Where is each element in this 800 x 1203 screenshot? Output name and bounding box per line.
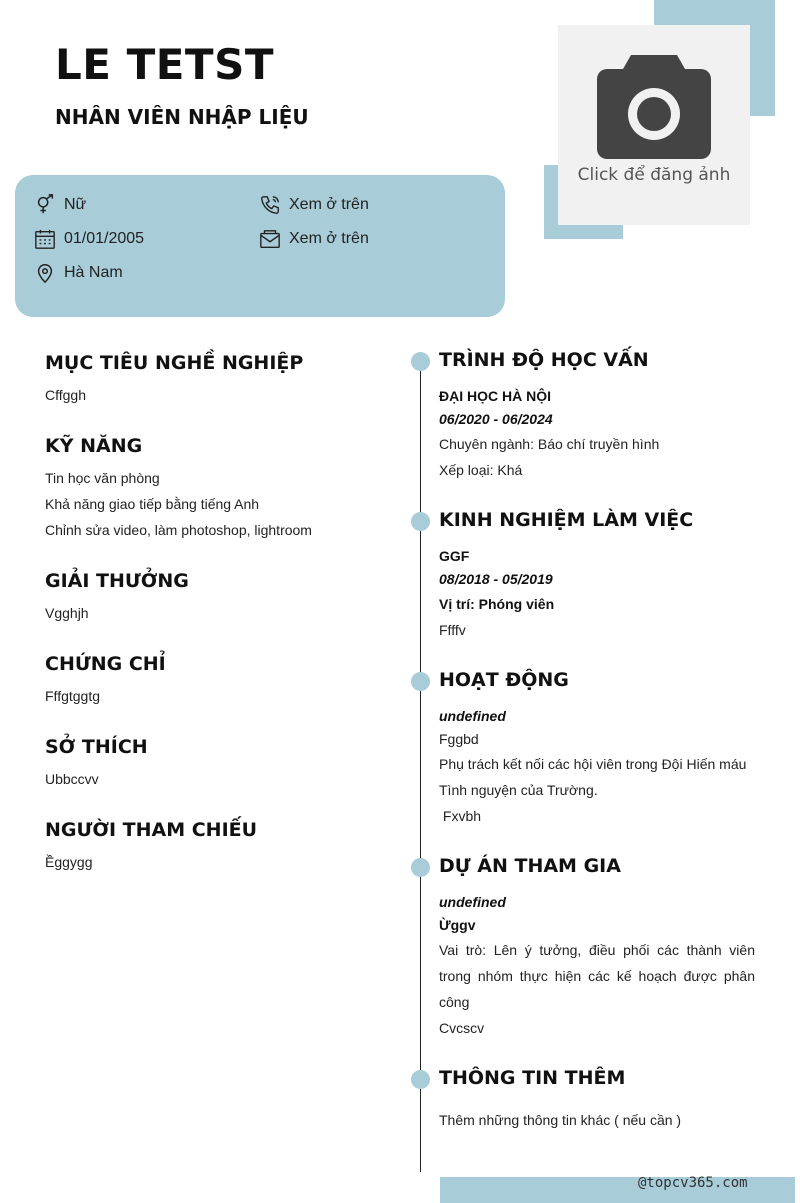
experience-company: GGF bbox=[439, 548, 470, 564]
projects-role: Vai trò: Lên ý tưởng, điều phối các thành viên trong nhóm thực hiện các kế hoạch được phân công bbox=[439, 942, 755, 1010]
projects-period: undefined bbox=[439, 894, 506, 910]
additional-title: THÔNG TIN THÊM bbox=[439, 1067, 626, 1089]
job-position: NHÂN VIÊN NHẬP LIỆU bbox=[55, 105, 309, 129]
address-value: Hà Nam bbox=[64, 264, 123, 281]
timeline-dot bbox=[411, 1070, 430, 1089]
activities-period: undefined bbox=[439, 708, 506, 724]
experience-role: Vị trí: Phóng viên bbox=[439, 596, 555, 612]
section-education bbox=[439, 349, 755, 483]
camera-icon bbox=[597, 55, 711, 159]
section-hobbies bbox=[45, 736, 385, 792]
experience-period: 08/2018 - 05/2019 bbox=[439, 571, 553, 587]
references-text: Ềggygg bbox=[45, 854, 93, 870]
section-experience bbox=[439, 509, 755, 643]
awards-text: Vgghjh bbox=[45, 605, 89, 621]
hobbies-text: Ubbccvv bbox=[45, 771, 99, 787]
watermark: @topcv365.com bbox=[638, 1175, 748, 1191]
skills-title: KỸ NĂNG bbox=[45, 435, 143, 457]
phone-value: Xem ở trên bbox=[289, 196, 369, 213]
timeline-dot bbox=[411, 672, 430, 691]
skill-item: Khả năng giao tiếp bằng tiếng Anh bbox=[45, 496, 260, 512]
contact-address bbox=[34, 262, 123, 284]
section-skills bbox=[45, 435, 385, 543]
dob-value: 01/01/2005 bbox=[64, 230, 145, 247]
awards-title: GIẢI THƯỞNG bbox=[45, 570, 189, 592]
section-objective bbox=[45, 352, 385, 408]
activities-extra: Fxvbh bbox=[439, 808, 482, 824]
section-certificates bbox=[45, 653, 385, 709]
timeline-dot bbox=[411, 858, 430, 877]
email-value: Xem ở trên bbox=[289, 230, 369, 247]
section-additional bbox=[439, 1067, 755, 1133]
certificates-title: CHỨNG CHỈ bbox=[45, 653, 166, 675]
hobbies-title: SỞ THÍCH bbox=[45, 736, 148, 758]
contact-phone bbox=[259, 194, 369, 216]
projects-name: Ừggv bbox=[439, 917, 476, 933]
additional-text: Thêm những thông tin khác ( nếu cần ) bbox=[439, 1112, 682, 1128]
education-title: TRÌNH ĐỘ HỌC VẤN bbox=[439, 349, 649, 371]
timeline-dot bbox=[411, 512, 430, 531]
certificates-text: Fffgtggtg bbox=[45, 688, 101, 704]
projects-title: DỰ ÁN THAM GIA bbox=[439, 855, 621, 877]
activities-desc: Phụ trách kết nối các hội viên trong Đội Hiến máu Tình nguyện của Trường. bbox=[439, 756, 747, 798]
full-name: LE TETST bbox=[55, 40, 274, 89]
references-title: NGƯỜI THAM CHIẾU bbox=[45, 819, 258, 841]
education-period: 06/2020 - 06/2024 bbox=[439, 411, 553, 427]
email-icon bbox=[259, 228, 281, 250]
contact-email bbox=[259, 228, 369, 250]
location-pin-icon bbox=[34, 262, 56, 284]
section-activities bbox=[439, 669, 755, 829]
timeline-dot bbox=[411, 352, 430, 371]
activities-org: Fggbd bbox=[439, 731, 479, 747]
contact-gender bbox=[34, 194, 86, 216]
gender-value: Nữ bbox=[64, 196, 87, 213]
experience-desc: Ffffv bbox=[439, 622, 466, 638]
phone-icon bbox=[259, 194, 281, 216]
education-grade: Xếp loại: Khá bbox=[439, 462, 523, 478]
experience-title: KINH NGHIỆM LÀM VIỆC bbox=[439, 509, 694, 531]
objective-title: MỤC TIÊU NGHỀ NGHIỆP bbox=[45, 352, 304, 374]
contact-box bbox=[15, 175, 505, 317]
projects-desc: Cvcscv bbox=[439, 1020, 485, 1036]
timeline-line bbox=[420, 362, 421, 1172]
education-major: Chuyên ngành: Báo chí truyền hình bbox=[439, 436, 660, 452]
section-awards bbox=[45, 570, 385, 626]
calendar-icon bbox=[34, 228, 56, 250]
photo-upload-label: Click để đăng ảnh bbox=[577, 165, 731, 185]
contact-dob bbox=[34, 228, 144, 250]
education-school: ĐẠI HỌC HÀ NỘI bbox=[439, 388, 551, 404]
objective-text: Cffggh bbox=[45, 387, 86, 403]
photo-upload[interactable] bbox=[558, 25, 750, 225]
skill-item: Chỉnh sửa video, làm photoshop, lightroom bbox=[45, 522, 312, 538]
section-references bbox=[45, 819, 385, 875]
section-projects bbox=[439, 855, 755, 1041]
skill-item: Tin học văn phòng bbox=[45, 470, 160, 486]
activities-title: HOẠT ĐỘNG bbox=[439, 669, 569, 691]
gender-icon bbox=[34, 194, 56, 216]
